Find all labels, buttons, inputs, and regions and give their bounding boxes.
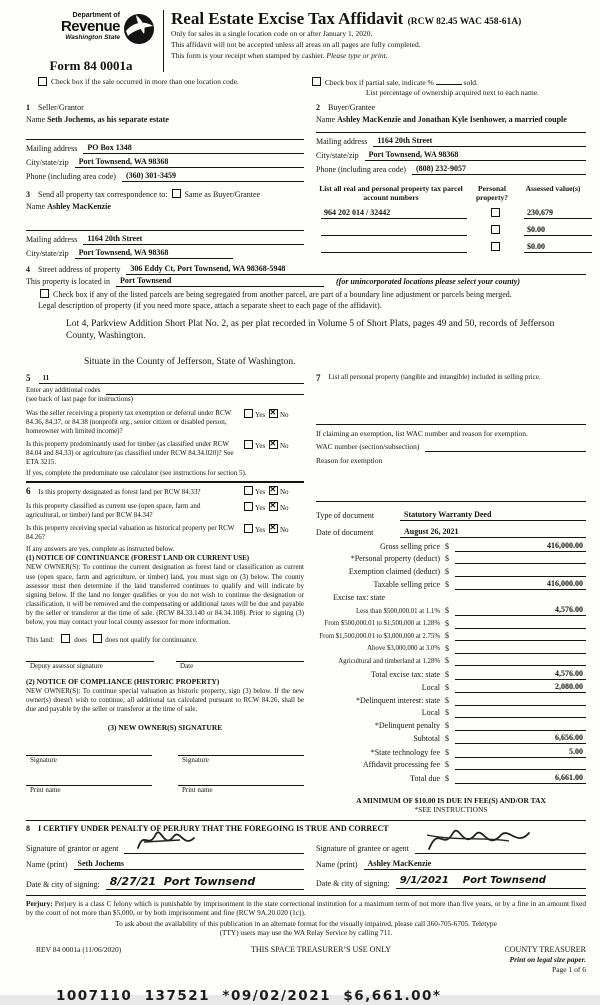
note-single-location: Only for sales in a single location code on or after January 1, 2020.	[171, 29, 373, 38]
parcel-table	[316, 185, 592, 259]
print-legal-note: Print on legal size paper.	[509, 955, 586, 965]
note-receipt: This form is your receipt when stamped by cashier. Please type or print.	[171, 50, 388, 60]
seller-phone: (360) 301-3459	[122, 171, 304, 182]
assessed-value: $0.00	[524, 225, 592, 236]
assessed-value-col-header: Assessed value(s)	[525, 184, 581, 193]
parcel-col-header: List all real and personal property tax parcel account numbers	[319, 184, 463, 202]
grantee-signature-label: Signature of grantee or agent	[316, 844, 409, 854]
tax-computation	[316, 541, 586, 784]
compliance-text: NEW OWNER(S): To continue special valuation as historic property, sign (3) below. If the new owner(s) doesn't wish to continue, all additional tax calculated pursuant to RCW 84.26, shall be due and payable by the seller or transferor at the time of sale.	[26, 687, 304, 714]
same-as-buyer-checkbox	[172, 189, 181, 198]
question-timber: Is this property predominantly used for timber (as classified under RCW 84.04 and 84.33) or agriculture (as classified under RCW 84.34.020)? See ETA 3215.	[26, 439, 234, 466]
tax-row-exemption-claimed: Exemption claimed (deduct) $	[316, 567, 586, 577]
tax-row-gross: Gross selling price $ 416,000.00	[316, 541, 586, 552]
correspondence-mailing: 1164 20th Street	[83, 234, 304, 245]
buyer-heading: Buyer/Grantee	[328, 103, 376, 112]
affidavit-page: Department of Revenue Washington State Form 84 0001a Real Estate Excise Tax Affidavit (RCW 82.45 WAC 458-61A) Only for sales in a single location code on or after January 1, 2020. This affidavit will not be accepted unless all areas on all pages are fully completed. This form is your receipt when stamped by cashier. Please type or print. Check box if the sale occurred in more than one location code. Check box if partial sale, indicate % sold. List percentage of ownership acquired next to each name. 1 Seller/Grantor Name Seth Jochems, as his separate estate Mailing address PO Box 1348 City/state/zip Port Townsend, WA 98368 Phone (including area code) (360) 301-3459 2 Buyer/Grantee Name Ashley MacKenzie and Jonathan Kyle Isenhower, a married couple Mailing address 1164 20th Street City/state/zip Port Townsend, WA 98368 Phone (including area code) (808) 232-9057 3 Send all property tax correspondence to: Same as Buyer/Grantee Name Ashley MacKenzie Mailing address 1164 20th Street City/state/zip Port Townsend, WA 98368 List all real and personal property tax parcel account numbers Personal property? Assessed value(s) 964 202 014 / 32442 230,679 $0.00 $0.00 4 Street address of property 306 Eddy Ct, Port Townsend, WA 98368-5948 This property is located in Port Townsend (for unincorporated locations please select your county) Check box if any of the listed parcels are being segregated from another parcel, are part of a boundary line adjustment or parcels being merged. Legal description of property (if you need more space, attach a separate sheet to each page of the affidavit). Lot 4, Parkview Addition Short Plat No. 2, as per plat recorded in Volume 5 of Short Plats, pages 49 and 50, records of Jefferson County, Washington. Situate in the County of Jefferson, State of Washington. 5 11 Enter any additional codes (see back of last page for instructions) Was the seller receiving a property tax exemption or deferral under RCW 84.36, 84.37, or 84.38 (nonprofit org., senior citizen or disabled person, homeowner with limited income)? Yes ✕ No Is this property predominantly used for timber (as classified under RCW 84.04 and 84.33) or agriculture (as classified under RCW 84.34.020)? See ETA 3215. Yes ✕ No If yes, complete the predominate use calculator (see instructions for section 5). 6 Is this property designated as forest land per RCW 84.33? Yes ✕ No Is this property classified as current use (open space, farm and agricultural, or timber) land per RCW 84.34? Yes ✕ No Is this property receiving special valuation as historical property per RCW 84.26? Yes ✕ No If any answers are yes, complete as instructed below. (1) NOTICE OF CONTINUANCE (FOREST LAND OR CURRENT USE) NEW OWNER(S): To continue the current designation as forest land or classification as current use (open space, farm and agriculture, or timber) land, you must sign on (3) below. The county assessor must then determine if the land transferred continues to qualify and will indicate by signing below. If the land no longer qualifies or you do not wish to continue the designation or classification, it will be removed and the compensating or additional taxes will be due and payable by the seller or transferor at the time of sale. (RCW 84.33.140 or 84.34.108). Prior to signing (3) below, you may contact your local county assessor for more information. This land: does does not qualify for continuance. Deputy assessor signature Date (2) NOTICE OF COMPLIANCE (HISTORIC PROPERTY) NEW OWNER(S): To continue special valuation as historic property, sign (3) below. If the new owner(s) doesn't wish to continue, all additional tax calculated pursuant to RCW 84.26, shall be due and payable by the seller or transferor at the time of sale. (3) NEW OWNER(S) SIGNATURE Signature Signature Print name Print name 7 List all personal property (tangible and intangible) included in selling price. If claiming an exemption, list WAC number and reason for exemption. WAC number (section/subsection) Reason for exemption Type of document Statutory Warranty Deed Date of document August 26, 2021 Gross selling price $ 416,000.00 *Personal property (deduct) $ Exemption claimed (deduct) $ Taxable selling price $ 416,000.00 Excise tax: state Less than $500,000.01 at 1.1% $ 4,576.00 From $500,000.01 to $1,500,000 at 1.28% $ From $1,500,000.01 to $3,000,000 at 2.75% $ Above $3,000,000 at 3.0% $ Agricultural and timberland at 1.28% $ Total excise tax: state $ 4,576.00 Local $ 2,080.00 *Delinquent interest: state $ Local $ *Delinquent penalty $ Subtotal $ 6,656.00 *State technology fee $ 5.00 Affidavit processing fee $ Total due $ 6,661.00 A MINIMUM OF $10.00 IS DUE IN FEE(S) AND/OR TAX *SEE INSTRUCTIONS 8 I CERTIFY UNDER PENALTY OF PERJURY THAT THE FOREGOING IS TRUE AND CORRECT Signature of grantor or agent Name (print) Seth Jochems Date & city of signing: 8/27/21 Port Townsend Signature of grantee or agent Name (print) Ashley MacKenzie Date & city of signing: 9/1/2021 Port Townsend Perjury: Perjury is a class C felony which is punishable by imprisonment in the state correctional institution for a maximum term of not more than five years, or by a fine in an amount fixed by the court of not more than $5,000, or by both imprisonment and fine (RCW 9A.20.020 (1c)). To ask about the availability of this publication in an alternate format for the visually impaired, please call 360-705-6705. Teletype (TTY) users may use the WA Relay Service by calling 711. REV 84 0001a (11/06/2020) THIS SPACE TREASURER’S USE ONLY COUNTY TREASURER Print on legal size paper. Page 1 of 6 1007110 137521 *09/02/2021 $6,661.00*	[0, 0, 600, 995]
assessed-value: $0.00	[524, 242, 592, 253]
partial-sale-percent-blank	[436, 84, 462, 85]
unincorporated-note: (for unincorporated locations please select your county)	[335, 277, 520, 286]
see-instructions-note: *SEE INSTRUCTIONS	[414, 804, 488, 814]
dept-of-label: Department of	[72, 12, 120, 19]
calculator-note: If yes, complete the predominate use calculator (see instructions for section 5).	[26, 469, 247, 478]
q-timber-no-checkbox	[269, 440, 278, 449]
legal-description-label: Legal description of property (if you need more space, attach a separate sheet to each page of the affidavit).	[38, 301, 382, 310]
q-exemption-yes-checkbox	[244, 409, 253, 418]
continuance-title: (1) NOTICE OF CONTINUANCE (FOREST LAND OR CURRENT USE)	[26, 554, 250, 563]
parcel-number: 964 202 014 / 32442	[321, 208, 467, 219]
parcel-row	[316, 225, 592, 236]
grantee-signature-icon	[425, 823, 535, 856]
tax-rate-row-2-75: From $1,500,000.01 to $3,000,000 at 2.75% $	[316, 631, 586, 641]
additional-codes-label: Enter any additional codes	[26, 386, 101, 395]
continuance-text: NEW OWNER(S): To continue the current designation as forest land or classification as current use (open space, farm and agriculture, or timber) land, you must sign on (3) below. The county assessor must then determine if the land transferred continues to qualify and will indicate by signing below. If the land no longer qualifies or you do not wish to continue the designation or classification, it will be removed and the compensating or additional taxes will be due and payable by the seller or transferor at the time of sale. (RCW 84.33.140 or 84.34.108). Prior to signing (3) below, you may contact your local county assessor for more information.	[26, 563, 304, 626]
multi-location-label: Check box if the sale occurred in more than one location code.	[51, 77, 239, 87]
located-in-value: Port Townsend	[116, 276, 324, 287]
treasurer-stamp: 1007110 137521 *09/02/2021 $6,661.00*	[56, 988, 442, 1005]
header-divider	[163, 10, 164, 72]
form-number: Form 84 0001a	[49, 58, 133, 73]
grantor-date-city-label: Date & city of signing:	[26, 880, 100, 889]
seller-citystate: Port Townsend, WA 98368	[75, 157, 304, 168]
seller-heading: Seller/Grantor	[38, 103, 84, 112]
location-code-value: 11	[39, 374, 305, 384]
partial-sale-label: Check box if partial sale, indicate %	[324, 78, 434, 88]
buyer-phone: (808) 232-9057	[412, 164, 586, 175]
question-exemption: Was the seller receiving a property tax exemption or deferral under RCW 84.36, 84.37, or 84.38 (nonprofit org., senior citizen or disabled person, homeowner with limited income)?	[26, 408, 232, 435]
rcw-reference: (RCW 82.45 WAC 458-61A)	[407, 17, 522, 27]
tax-row-total-state: Total excise tax: state $ 4,576.00	[316, 669, 586, 680]
grantor-printed-name: Seth Jochems	[74, 859, 304, 870]
grantee-printed-name: Ashley MacKenzie	[364, 859, 586, 870]
partial-sale-checkbox	[312, 77, 321, 86]
page-number: Page 1 of 6	[552, 964, 586, 974]
grantor-signature-icon	[134, 826, 220, 855]
parcel-number	[321, 235, 467, 236]
tax-rate-row-1-1: Less than $500,000.01 at 1.1% $ 4,576.00	[316, 605, 586, 616]
seller-section: 1 Seller/Grantor Name Seth Jochems, as his separate estate Mailing address PO Box 1348 City/state/zip Port Townsend, WA 98368 Phone (including area code) (360) 301-3459	[26, 103, 316, 182]
grantor-signature-label: Signature of grantor or agent	[26, 844, 119, 854]
q-forest-yes-checkbox	[244, 486, 253, 495]
section5-6-column: 5 11 Enter any additional codes (see back of last page for instructions) Was the seller receiving a property tax exemption or deferral under RCW 84.36, 84.37, or 84.38 (nonprofit org., senior citizen or disabled person, homeowner with limited income)? Yes ✕ No Is this property predominantly used for timber (as classified under RCW 84.04 and 84.33) or agriculture (as classified under RCW 84.34.020)? See ETA 3215. Yes ✕ No If yes, complete the predominate use calculator (see instructions for section 5). 6 Is this property designated as forest land per RCW 84.33? Yes ✕ No Is this property classified as current use (open space, farm and agricultural, or timber) land per RCW 84.34? Yes ✕ No Is this property receiving special valuation as historical property per RCW 84.26? Yes ✕ No If any answers are yes, complete as instructed below. (1) NOTICE OF CONTINUANCE (FOREST LAND OR CURRENT USE) NEW OWNER(S): To continue the current designation as forest land or classification as current use (open space, farm and agriculture, or timber) land, you must sign on (3) below. The county assessor must then determine if the land transferred continues to qualify and will indicate by signing below. If the land no longer qualifies or you do not wish to continue the designation or classification, it will be removed and the compensating or additional taxes will be due and payable by the seller or transferor at the time of sale. (RCW 84.33.140 or 84.34.108). Prior to signing (3) below, you may contact your local county assessor for more information. This land: does does not qualify for continuance. Deputy assessor signature Date (2) NOTICE OF COMPLIANCE (HISTORIC PROPERTY) NEW OWNER(S): To continue special valuation as historic property, sign (3) below. If the new owner(s) doesn't wish to continue, all additional tax calculated pursuant to RCW 84.26, shall be due and payable by the seller or transferor at the time of sale. (3) NEW OWNER(S) SIGNATURE Signature Signature Print name Print name	[26, 373, 316, 815]
tax-row-taxable: Taxable selling price $ 416,000.00	[316, 579, 586, 590]
located-in-label: This property is located in	[26, 277, 110, 286]
ownership-note: List percentage of ownership acquired next to each name.	[366, 87, 540, 97]
tax-row-personal-property: *Personal property (deduct) $	[316, 554, 586, 564]
situate-statement: Situate in the County of Jefferson, State of Washington.	[84, 356, 296, 367]
wac-number-label: WAC number (section/subsection)	[316, 442, 420, 452]
same-as-buyer-label: Same as Buyer/Grantee	[184, 190, 261, 199]
tax-row-delinquent-local: Local $	[316, 708, 586, 718]
seller-name: Seth Jochems, as his separate estate	[47, 115, 169, 124]
q-historical-yes-checkbox	[244, 524, 253, 533]
q-timber-yes-checkbox	[244, 440, 253, 449]
treasurer-use-only: THIS SPACE TREASURER’S USE ONLY	[250, 945, 392, 955]
buyer-name: Ashley MacKenzie and Jonathan Kyle Isenhower, a married couple	[337, 115, 567, 124]
q-forest-no-checkbox	[269, 486, 278, 495]
form-header	[26, 6, 586, 74]
land-does-checkbox	[61, 634, 70, 643]
minimum-due-note: A MINIMUM OF $10.00 IS DUE IN FEE(S) AND/OR TAX	[356, 795, 546, 805]
grantor-signature	[124, 841, 304, 854]
accessibility-note: To ask about the availability of this publication in an alternate format for the visually impaired, please call 360-705-6705. Teletype (TTY) users may use the WA Relay Service by calling 711.	[115, 919, 497, 938]
type-of-document-value: Statutory Warranty Deed	[400, 510, 586, 521]
date-of-document-label: Date of document	[316, 528, 374, 537]
additional-codes-value	[106, 385, 304, 395]
rev-number: REV 84 0001a (11/06/2020)	[36, 945, 122, 955]
revenue-label: Revenue	[60, 18, 120, 35]
date-of-document-value: August 26, 2021	[400, 527, 586, 538]
section7-tax-column: 7 List all personal property (tangible and intangible) included in selling price. If claiming an exemption, list WAC number and reason for exemption. WAC number (section/subsection) Reason for exemption Type of document Statutory Warranty Deed Date of document August 26, 2021 Gross selling price $ 416,000.00 *Personal property (deduct) $ Exemption claimed (deduct) $ Taxable selling price $ 416,000.00 Excise tax: state Less than $500,000.01 at 1.1% $ 4,576.00 From $500,000.01 to $1,500,000 at 1.28% $ From $1,500,000.01 to $3,000,000 at 2.75% $ Above $3,000,000 at 3.0% $ Agricultural and timberland at 1.28% $ Total excise tax: state $ 4,576.00 Local $ 2,080.00 *Delinquent interest: state $ Local $ *Delinquent penalty $ Subtotal $ 6,656.00 *State technology fee $ 5.00 Affidavit processing fee $ Total due $ 6,661.00 A MINIMUM OF $10.00 IS DUE IN FEE(S) AND/OR TAX *SEE INSTRUCTIONS	[316, 373, 586, 815]
correspondence-section: 3 Send all property tax correspondence to: Same as Buyer/Grantee Name Ashley MacKenzie Mailing address 1164 20th Street City/state/zip Port Townsend, WA 98368	[26, 189, 316, 259]
q-historical-no-checkbox	[269, 524, 278, 533]
compliance-title: (2) NOTICE OF COMPLIANCE (HISTORIC PROPERTY)	[26, 677, 220, 687]
perjury-paragraph: Perjury: Perjury is a class C felony which is punishable by imprisonment in the state correctional institution for a maximum term of not more than five years, or by a fine in an amount fixed by the court of not more than $5,000, or by both imprisonment and fine (RCW 9A.20.020 (1c)).	[26, 899, 586, 918]
tax-row-processing-fee: Affidavit processing fee $	[316, 760, 586, 770]
correspondence-name: Ashley MacKenzie	[47, 202, 111, 211]
land-does-not-checkbox	[93, 634, 102, 643]
tax-row-technology-fee: *State technology fee $ 5.00	[316, 747, 586, 758]
if-yes-note: If any answers are yes, complete as instructed below.	[26, 545, 175, 554]
street-address-value: 306 Eddy Ct, Port Townsend, WA 98368-5948	[126, 264, 586, 275]
owner-signature-title: (3) NEW OWNER(S) SIGNATURE	[107, 723, 223, 733]
assessed-value: 230,679	[524, 208, 592, 219]
street-address-label: Street address of property	[38, 265, 121, 274]
exemption-note: If claiming an exemption, list WAC number and reason for exemption.	[316, 428, 528, 438]
tax-rate-row-agricultural: Agricultural and timberland at 1.28% $	[316, 656, 586, 666]
q-current-use-yes-checkbox	[244, 502, 253, 511]
grantee-signature	[415, 841, 586, 854]
form-title: Real Estate Excise Tax Affidavit (RCW 82.45 WAC 458-61A)	[171, 9, 522, 28]
parcel-row	[316, 242, 592, 253]
buyer-mailing: 1164 20th Street	[373, 136, 586, 147]
correspondence-heading: Send all property tax correspondence to:	[38, 190, 168, 199]
county-treasurer-label: COUNTY TREASURER	[504, 945, 586, 955]
q-current-use-no-checkbox	[269, 502, 278, 511]
agency-block	[26, 6, 156, 74]
revenue-logo-icon	[122, 12, 156, 49]
property-section: 4 Street address of property 306 Eddy Ct, Port Townsend, WA 98368-5948 This property is located in Port Townsend (for unincorporated locations please select your county) Check box if any of the listed parcels are being segregated from another parcel, are part of a boundary line adjustment or parcels being merged. Legal description of property (if you need more space, attach a separate sheet to each page of the affidavit). Lot 4, Parkview Addition Short Plat No. 2, as per plat recorded in Volume 5 of Short Plats, pages 49 and 50, records of Jefferson County, Washington. Situate in the County of Jefferson, State of Washington.	[26, 264, 586, 369]
deputy-date-label: Date	[180, 662, 194, 671]
segregated-checkbox	[40, 289, 49, 298]
buyer-citystate: Port Townsend, WA 98368	[365, 150, 586, 161]
segregated-label: Check box if any of the listed parcels are being segregated from another parcel, are part of a boundary line adjustment or parcels being merged.	[53, 290, 512, 299]
reason-exemption-label: Reason for exemption	[316, 455, 383, 465]
tax-row-delinquent-penalty: *Delinquent penalty $	[316, 721, 586, 731]
parcel-number	[321, 252, 467, 253]
personal-property-instruction: List all personal property (tangible and intangible) included in selling price.	[328, 372, 541, 381]
personal-property-col-header: Personal property?	[476, 184, 508, 202]
tax-rate-row-3-0: Above $3,000,000 at 3.0% $	[316, 644, 586, 654]
grantee-date-city: 9/1/2021 Port Townsend	[396, 875, 586, 889]
tax-row-delinquent-interest: *Delinquent interest: state $	[316, 696, 586, 706]
deputy-signature-label: Deputy assessor signature	[30, 662, 103, 671]
wac-number-value	[425, 441, 586, 451]
grantee-date-city-label: Date & city of signing:	[316, 878, 390, 888]
excise-tax-state-header: Excise tax: state	[333, 592, 385, 602]
wa-state-label: Washington State	[65, 34, 120, 41]
note-all-pages: This affidavit will not be accepted unless all areas on all pages are fully completed.	[171, 39, 421, 49]
certification-section: 8 I CERTIFY UNDER PENALTY OF PERJURY THAT THE FOREGOING IS TRUE AND CORRECT Signature of grantor or agent Name (print) Seth Jochems Date & city of signing: 8/27/21 Port Townsend Signature of grantee or agent Name (print) Ashley MacKenzie Date & city of signing: 9/1/2021 Port Townsend	[26, 824, 586, 890]
this-land-row: This land: does does not qualify for continuance.	[26, 636, 198, 645]
correspondence-citystate: Port Townsend, WA 98368	[75, 248, 233, 259]
tax-row-total-due: Total due $ 6,661.00	[316, 773, 586, 784]
tax-row-local: Local $ 2,080.00	[316, 682, 586, 693]
parcel-row	[316, 208, 592, 219]
seller-mailing: PO Box 1348	[83, 143, 304, 154]
question-historical: Is this property receiving special valuation as historical property per RCW 84.26?	[26, 524, 235, 542]
footer-row	[26, 945, 586, 974]
additional-codes-note: (see back of last page for instructions)	[26, 395, 133, 404]
personal-property-checkbox	[491, 225, 500, 234]
personal-property-checkbox	[491, 208, 500, 217]
tax-row-subtotal: Subtotal $ 6,656.00	[316, 733, 586, 744]
grantor-date-city: 8/27/21 Port Townsend	[106, 875, 304, 890]
type-of-document-label: Type of document	[316, 511, 375, 520]
legal-description: Lot 4, Parkview Addition Short Plat No. 2, as per plat recorded in Volume 5 of Short Plats, pages 49 and 50, records of Jefferson County, Washington.	[66, 319, 555, 341]
tax-rate-row-1-28: From $500,000.01 to $1,500,000 at 1.28% $	[316, 619, 586, 629]
personal-property-checkbox	[491, 242, 500, 251]
question-current-use: Is this property classified as current use (open space, farm and agricultural, or timber) land per RCW 84.34?	[26, 501, 201, 519]
buyer-section: 2 Buyer/Grantee Name Ashley MacKenzie and Jonathan Kyle Isenhower, a married couple Mailing address 1164 20th Street City/state/zip Port Townsend, WA 98368 Phone (including area code) (808) 232-9057	[316, 103, 586, 182]
question-forest-land: Is this property designated as forest land per RCW 84.33?	[38, 488, 201, 497]
multi-location-checkbox	[38, 77, 47, 86]
q-exemption-no-checkbox	[269, 409, 278, 418]
certification-statement: I CERTIFY UNDER PENALTY OF PERJURY THAT THE FOREGOING IS TRUE AND CORRECT	[38, 824, 389, 834]
